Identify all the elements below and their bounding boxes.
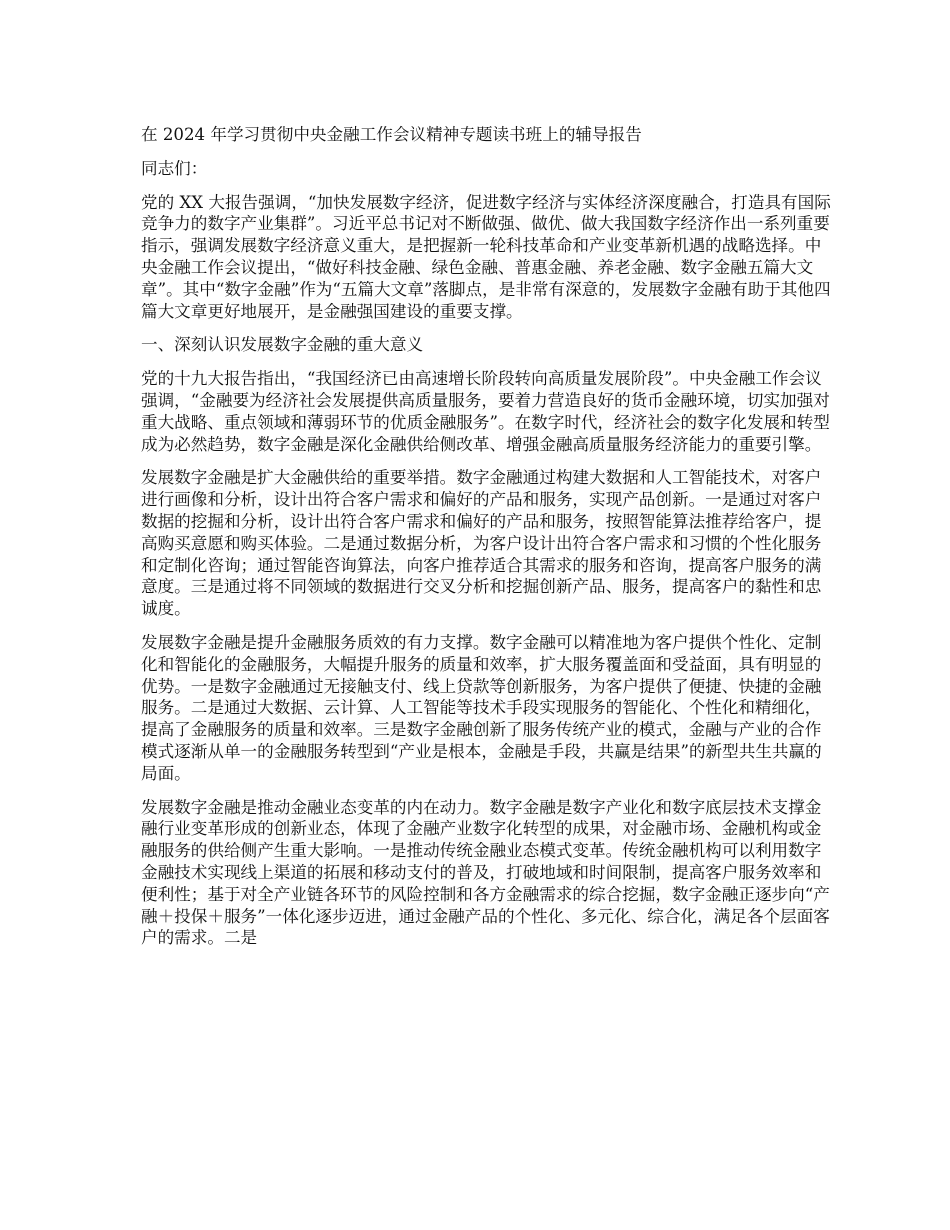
section-heading-1: 一、深刻认识发展数字金融的重大意义 — [141, 335, 424, 355]
paragraph-3: 发展数字金融是提升金融服务质效的有力支撑。数字金融可以精准地为客户提供个性化、定制化和智能化的金融服务，大幅提升服务的质量和效率，扩大服务覆盖面和受益面，具有明显的优势。一是数字金融通过无接触支付、线上贷款等创新服务，为客户提供了便捷、快捷的金融服务。二是通过大数据、云计算、人工智能等技术手段实现服务的智能化、个性化和精细化，提高了金融服务的质量和效率。三是数字金融创新了服务传统产业的模式，金融与产业的合作模式逐渐从单一的金融服务转型到“产业是根本，金融是手段，共赢是结果”的新型共生共赢的局面。 — [141, 632, 822, 783]
document-body — [141, 124, 831, 961]
paragraph-intro: 党的 XX 大报告强调，“加快发展数字经济，促进数字经济与实体经济深度融合，打造具有国际竞争力的数字产业集群”。习近平总书记对不断做强、做优、做大我国数字经济作出一系列重要指示，强调发展数字经济意义重大，是把握新一轮科技革命和产业变革新机遇的战略选择。中央金融工作会议提出，“做好科技金融、绿色金融、普惠金融、养老金融、数字金融五篇大文章”。其中“数字金融”作为“五篇大文章”落脚点，是非常有深意的，发展数字金融有助于其他四篇大文章更好地展开，是金融强国建设的重要支撑。 — [141, 192, 831, 321]
paragraph-2: 发展数字金融是扩大金融供给的重要举措。数字金融通过构建大数据和人工智能技术，对客户进行画像和分析，设计出符合客户需求和偏好的产品和服务，实现产品创新。一是通过对客户数据的挖掘和分析，设计出符合客户需求和偏好的产品和服务，按照智能算法推荐给客户，提高购买意愿和购买体验。二是通过数据分析，为客户设计出符合客户需求和习惯的个性化服务和定制化咨询；通过智能咨询算法，向客户推荐适合其需求的服务和咨询，提高客户服务的满意度。三是通过将不同领域的数据进行交叉分析和挖掘创新产品、服务，提高客户的黏性和忠诚度。 — [141, 468, 822, 619]
salutation: 同志们： — [141, 158, 208, 178]
document-title: 在 2024 年学习贯彻中央金融工作会议精神专题读书班上的辅导报告 — [141, 125, 642, 144]
paragraph-4: 发展数字金融是推动金融业态变革的内在动力。数字金融是数字产业化和数字底层技术支撑金融行业变革形成的创新业态，体现了金融产业数字化转型的成果，对金融市场、金融机构或金融服务的供给侧产生重大影响。一是推动传统金融业态模式变革。传统金融机构可以利用数字金融技术实现线上渠道的拓展和移动支付的普及，打破地域和时间限制，提高客户服务效率和便利性；基于对全产业链各环节的风险控制和各方金融需求的综合挖掘，数字金融正逐步向“产融＋投保＋服务”一体化逐步迈进，通过金融产品的个性化、多元化、综合化，满足各个层面客户的需求。二是 — [141, 797, 830, 948]
paragraph-1: 党的十九大报告指出，“我国经济已由高速增长阶段转向高质量发展阶段”。中央金融工作会议强调，“金融要为经济社会发展提供高质量服务，要着力营造良好的货币金融环境，切实加强对重大战略、重点领域和薄弱环节的优质金融服务”。在数字时代，经济社会的数字化发展和转型成为必然趋势，数字金融是深化金融供给侧改革、增强金融高质量服务经济能力的重要引擎。 — [141, 369, 830, 454]
